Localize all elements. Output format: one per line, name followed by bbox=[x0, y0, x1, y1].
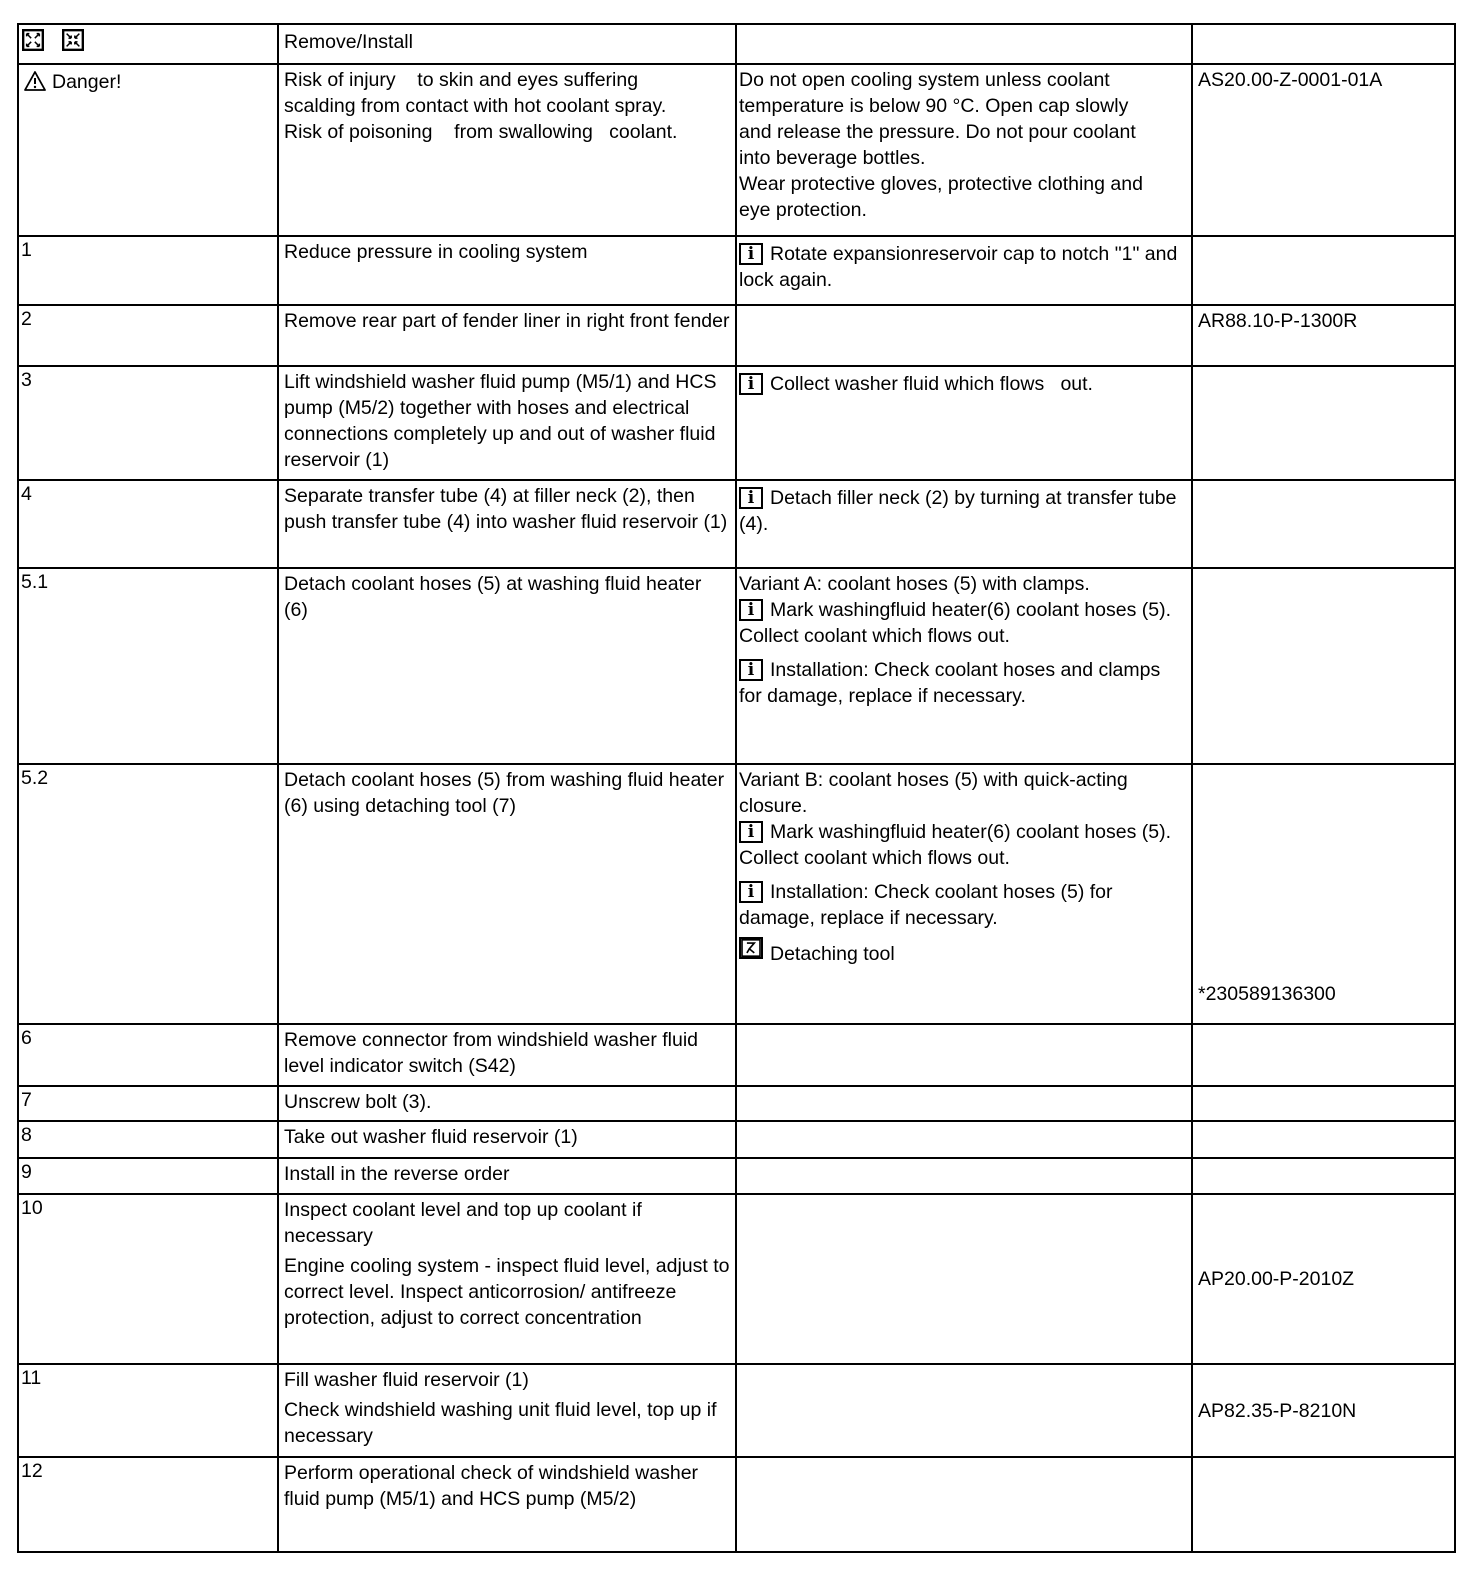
table-row bbox=[18, 1121, 1455, 1158]
step-action: Fill washer fluid reservoir (1) Check windshield washing unit fluid level, top up if necessary bbox=[278, 1364, 736, 1457]
danger-risk: Risk of injury to skin and eyes suffering scalding from contact with hot coolant spray. Risk of poisoning from swallowing coolant. bbox=[278, 64, 736, 236]
step-number: 7 bbox=[18, 1086, 278, 1121]
step-number: 10 bbox=[18, 1194, 278, 1364]
step-action: Perform operational check of windshield washer fluid pump (M5/1) and HCS pump (M5/2) bbox=[278, 1457, 736, 1552]
step-number: 2 bbox=[18, 305, 278, 366]
step-action: Take out washer fluid reservoir (1) bbox=[278, 1121, 736, 1158]
step-number: 5.2 bbox=[18, 764, 278, 1024]
info-icon: i bbox=[739, 659, 763, 681]
step-ref: *230589136300 bbox=[1192, 764, 1455, 1024]
danger-ref: AS20.00-Z-0001-01A bbox=[1192, 64, 1455, 236]
step-ref: AP20.00-P-2010Z bbox=[1192, 1194, 1455, 1364]
step-note: i Collect washer fluid which flows out. bbox=[736, 366, 1192, 480]
info-icon: i bbox=[739, 821, 763, 843]
step-action: Detach coolant hoses (5) from washing fluid heater (6) using detaching tool (7) bbox=[278, 764, 736, 1024]
step-action: Remove rear part of fender liner in right front fender bbox=[278, 305, 736, 366]
step-number: 1 bbox=[18, 236, 278, 305]
table-row-header bbox=[18, 24, 1455, 64]
step-action: Lift windshield washer fluid pump (M5/1) and HCS pump (M5/2) together with hoses and electrical connections completely up and out of washer fluid reservoir (1) bbox=[278, 366, 736, 480]
step-action: Unscrew bolt (3). bbox=[278, 1086, 736, 1121]
step-number: 11 bbox=[18, 1364, 278, 1457]
step-number: 9 bbox=[18, 1158, 278, 1194]
step-note: Variant B: coolant hoses (5) with quick-acting closure. i Mark washingfluid heater(6) coolant hoses (5). Collect coolant which flows out. i Installation: Check coolant hoses (5) for damage, replace if necessary. Detaching tool bbox=[736, 764, 1192, 1024]
info-icon: i bbox=[739, 487, 763, 509]
warning-icon bbox=[24, 71, 46, 91]
step-number: 4 bbox=[18, 480, 278, 568]
table-row bbox=[18, 480, 1455, 568]
step-ref: AP82.35-P-8210N bbox=[1192, 1364, 1455, 1457]
table-row bbox=[18, 305, 1455, 366]
table-row bbox=[18, 1194, 1455, 1364]
step-note: Variant A: coolant hoses (5) with clamps. i Mark washingfluid heater(6) coolant hoses (5). Collect coolant which flows out. i Installation: Check coolant hoses and clamps for damage, replace if necessary. bbox=[736, 568, 1192, 764]
procedure-table bbox=[17, 23, 1456, 1553]
step-ref: AR88.10-P-1300R bbox=[1192, 305, 1455, 366]
step-action: Install in the reverse order bbox=[278, 1158, 736, 1194]
table-row bbox=[18, 1364, 1455, 1457]
step-number: 12 bbox=[18, 1457, 278, 1552]
table-row bbox=[18, 1158, 1455, 1194]
step-action: Separate transfer tube (4) at filler neck (2), then push transfer tube (4) into washer fluid reservoir (1) bbox=[278, 480, 736, 568]
step-action: Inspect coolant level and top up coolant if necessary Engine cooling system - inspect fluid level, adjust to correct level. Inspect anticorrosion/ antifreeze protection, adjust to correct concentration bbox=[278, 1194, 736, 1364]
step-ref bbox=[1192, 366, 1455, 480]
table-row bbox=[18, 1457, 1455, 1552]
step-number: 8 bbox=[18, 1121, 278, 1158]
info-icon: i bbox=[739, 243, 763, 265]
table-row bbox=[18, 366, 1455, 480]
step-ref bbox=[1192, 480, 1455, 568]
step-note: i Detach filler neck (2) by turning at transfer tube (4). bbox=[736, 480, 1192, 568]
step-note: i Rotate expansionreservoir cap to notch "1" and lock again. bbox=[736, 236, 1192, 305]
step-action: Reduce pressure in cooling system bbox=[278, 236, 736, 305]
header-icons-cell bbox=[18, 24, 278, 64]
expand-icon[interactable] bbox=[22, 29, 44, 51]
step-number: 6 bbox=[18, 1024, 278, 1086]
table-row bbox=[18, 1024, 1455, 1086]
step-number: 3 bbox=[18, 366, 278, 480]
step-action: Detach coolant hoses (5) at washing fluid heater (6) bbox=[278, 568, 736, 764]
danger-cell bbox=[18, 64, 278, 236]
info-icon: i bbox=[739, 599, 763, 621]
step-number: 5.1 bbox=[18, 568, 278, 764]
page-title: Remove/Install bbox=[278, 24, 736, 64]
danger-label: Danger! bbox=[52, 71, 122, 93]
table-row-danger bbox=[18, 64, 1455, 236]
table-row bbox=[18, 236, 1455, 305]
tool-icon bbox=[739, 937, 763, 959]
table-row bbox=[18, 1086, 1455, 1121]
step-action: Remove connector from windshield washer fluid level indicator switch (S42) bbox=[278, 1024, 736, 1086]
step-ref bbox=[1192, 236, 1455, 305]
step-ref bbox=[1192, 568, 1455, 764]
info-icon: i bbox=[739, 881, 763, 903]
table-row bbox=[18, 764, 1455, 1024]
danger-note: Do not open cooling system unless coolant temperature is below 90 °C. Open cap slowly and release the pressure. Do not pour coolant into beverage bottles. Wear protective gloves, protective clothing and eye protection. bbox=[736, 64, 1192, 236]
info-icon: i bbox=[739, 373, 763, 395]
table-row bbox=[18, 568, 1455, 764]
collapse-icon[interactable] bbox=[62, 29, 84, 51]
